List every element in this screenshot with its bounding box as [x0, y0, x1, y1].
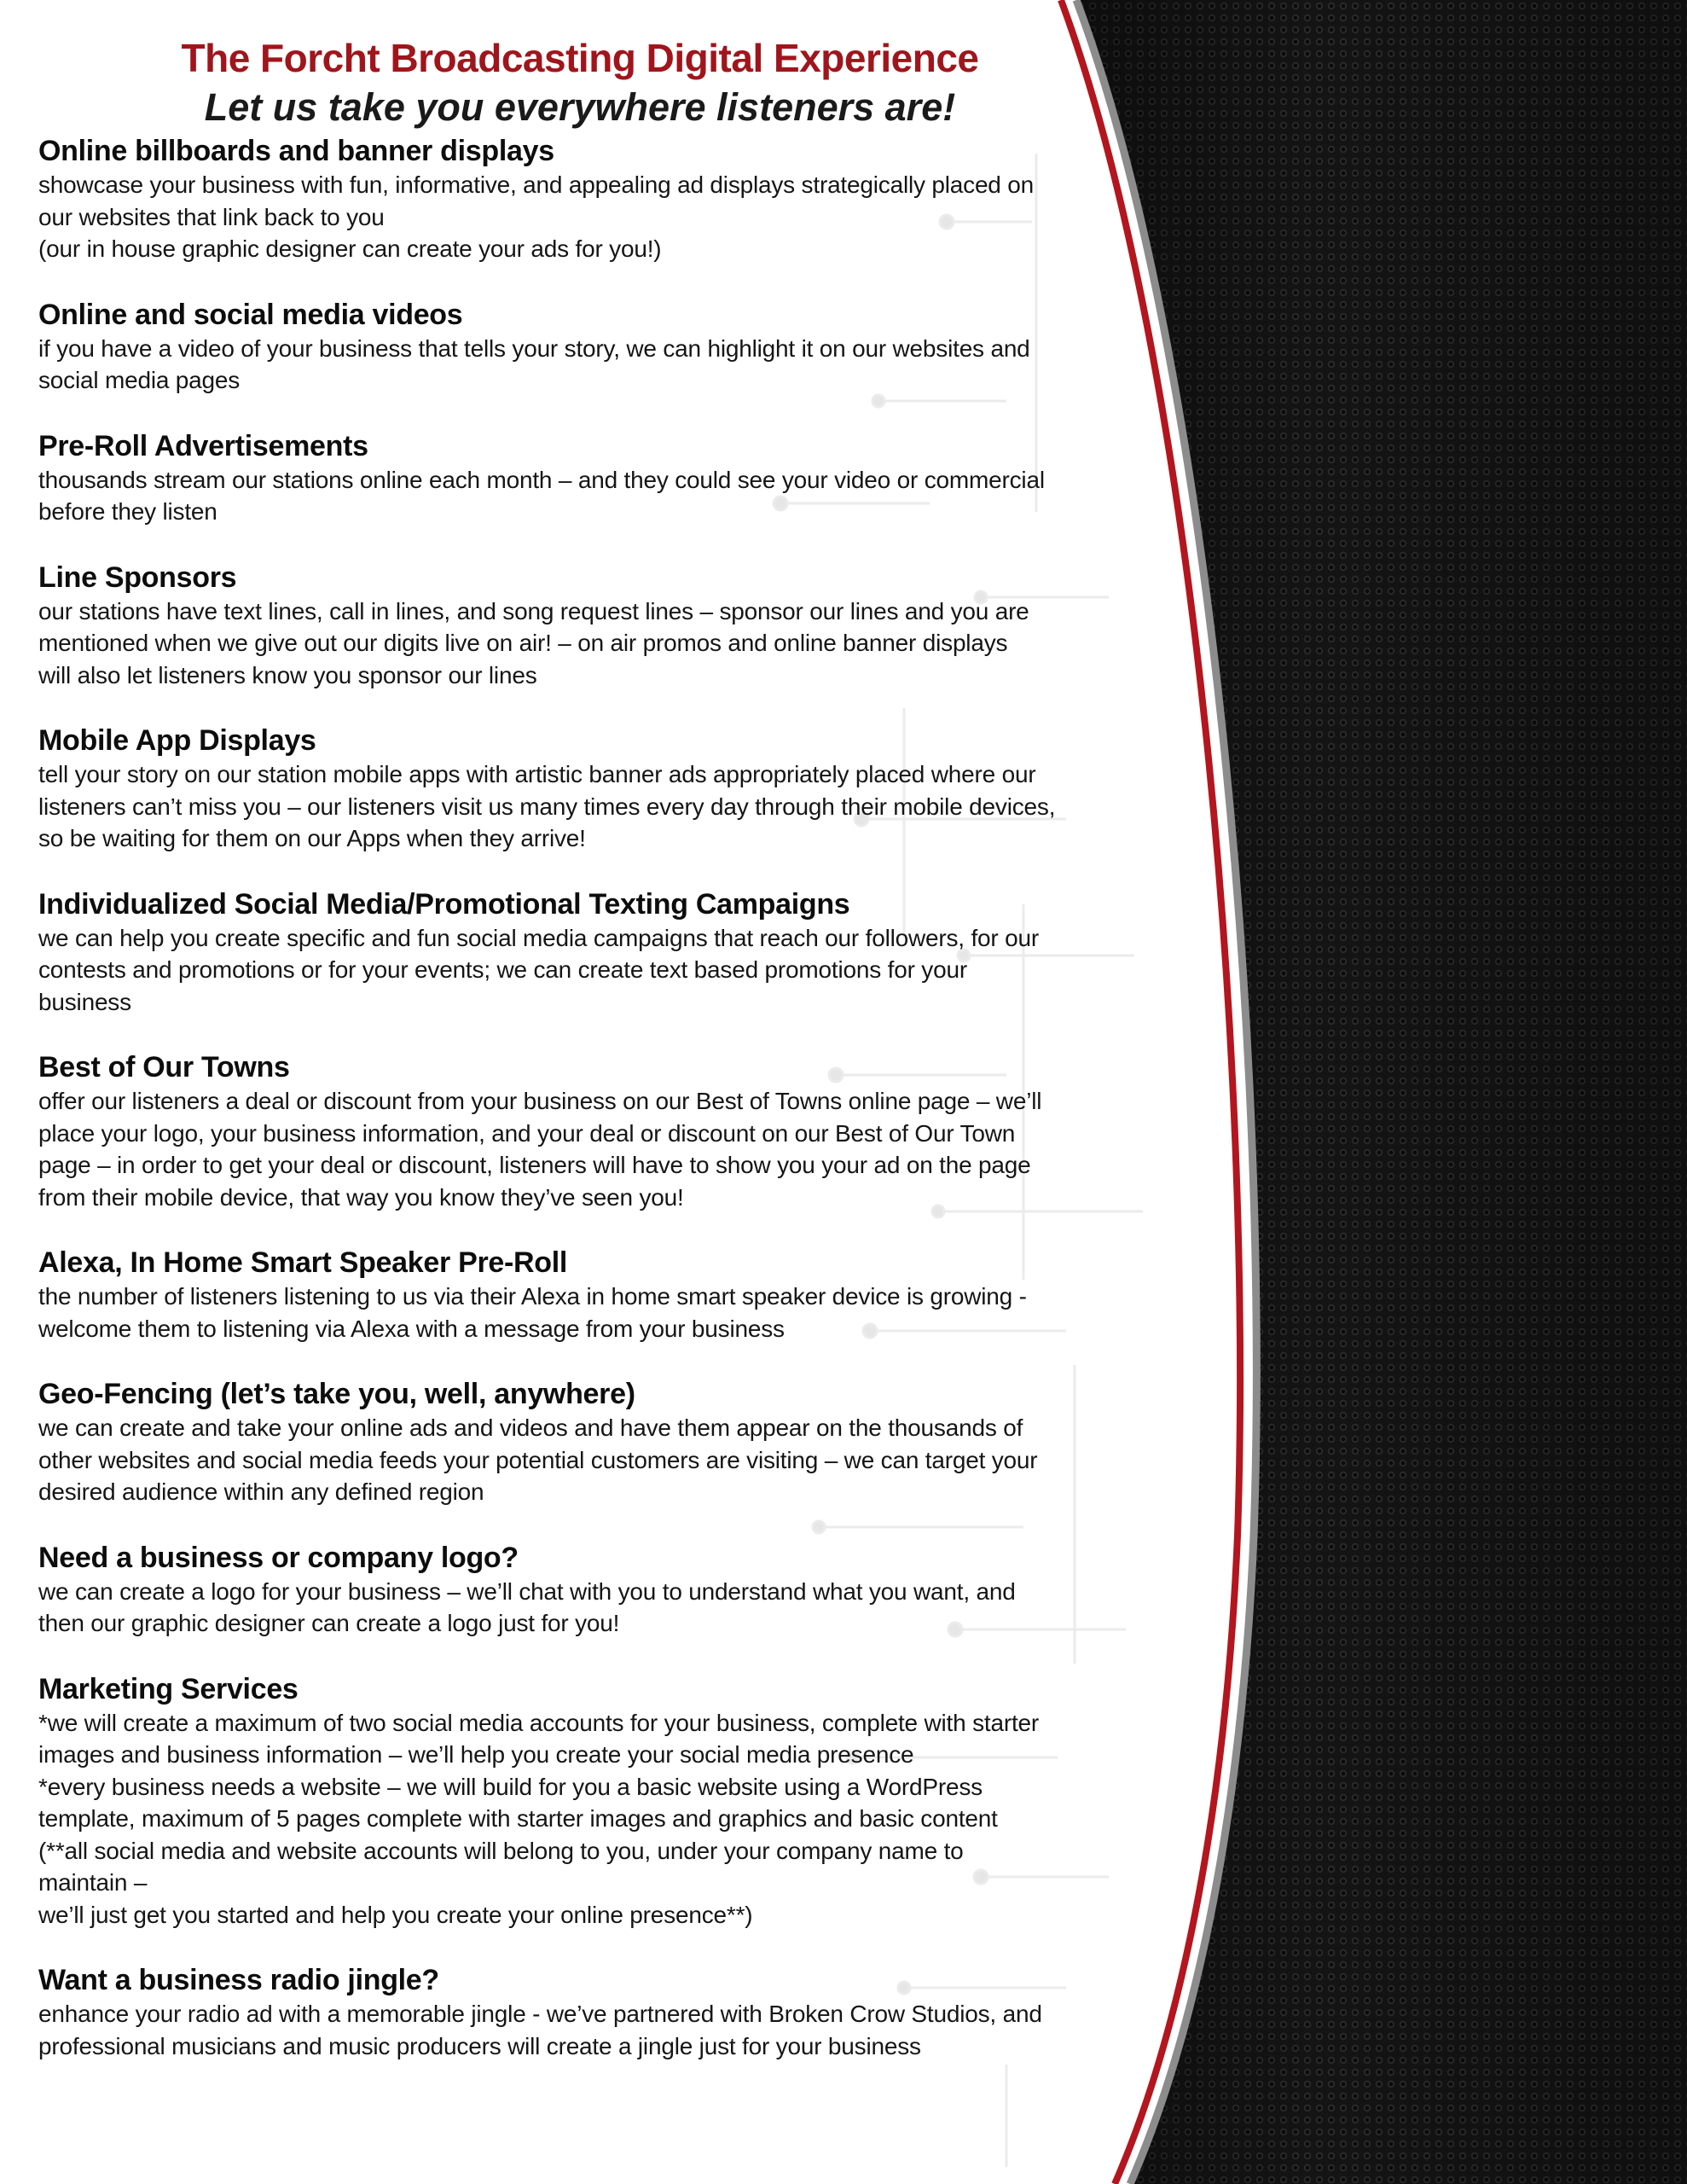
body-line: will also let listeners know you sponsor our lines — [38, 661, 537, 688]
body-line: business — [38, 988, 131, 1015]
section-radio-jingle — [38, 1962, 1139, 2062]
section-body — [38, 169, 1139, 265]
body-line: we’ll just get you started and help you create your online presence**) — [38, 1901, 753, 1928]
body-line: professional musicians and music producers will create a jingle just for your business — [38, 2032, 921, 2059]
body-line: contests and promotions or for your events; we can create text based promotions for your — [38, 956, 967, 983]
body-line: offer our listeners a deal or discount from your business on our Best of Towns online page – we’ll — [38, 1088, 1042, 1114]
body-line: listeners can’t miss you – our listeners visit us many times every day through their mobile devices, — [38, 793, 1056, 820]
body-line: desired audience within any defined region — [38, 1478, 484, 1505]
section-body — [38, 333, 1139, 397]
section-body — [38, 1707, 1139, 1931]
section-body — [38, 595, 1139, 692]
body-line: enhance your radio ad with a memorable jingle - we’ve partnered with Broken Crow Studios, and — [38, 2001, 1042, 2027]
body-line: images and business information – we’ll help you create your social media presence — [38, 1741, 914, 1768]
body-line: before they listen — [38, 498, 217, 525]
section-body — [38, 1998, 1139, 2062]
body-line: so be waiting for them on our Apps when they arrive! — [38, 825, 586, 851]
section-social-texting-campaigns — [38, 886, 1139, 1019]
section-body — [38, 464, 1139, 528]
body-line: social media pages — [38, 367, 241, 393]
body-line: the number of listeners listening to us via their Alexa in home smart speaker device is growing - — [38, 1283, 1027, 1310]
body-line: we can help you create specific and fun social media campaigns that reach our followers, for our — [38, 924, 1039, 951]
section-business-logo — [38, 1540, 1139, 1640]
body-line: *every business needs a website – we will build for you a basic website using a WordPress — [38, 1773, 983, 1800]
section-heading: Geo-Fencing (let’s take you, well, anywhere) — [38, 1378, 635, 1410]
section-social-media-videos — [38, 297, 1139, 397]
section-mobile-app-displays — [38, 723, 1139, 855]
body-line: *we will create a maximum of two social media accounts for your business, complete with starter — [38, 1709, 1040, 1736]
section-heading: Need a business or company logo? — [38, 1541, 519, 1574]
section-online-billboards — [38, 133, 1139, 265]
section-geo-fencing — [38, 1376, 1139, 1508]
page-subtitle: Let us take you everywhere listeners are! — [204, 85, 956, 129]
section-body — [38, 1281, 1139, 1345]
document-content — [38, 32, 1139, 2094]
section-heading: Best of Our Towns — [38, 1051, 290, 1083]
body-line: our stations have text lines, call in lines, and song request lines – sponsor our lines and you are — [38, 597, 1029, 624]
section-alexa-pre-roll — [38, 1245, 1139, 1345]
body-line: welcome them to listening via Alexa with a message from your business — [38, 1315, 785, 1342]
section-best-of-our-towns — [38, 1049, 1139, 1213]
section-body — [38, 1576, 1139, 1640]
section-heading: Online and social media videos — [38, 298, 463, 331]
body-line: maintain – — [38, 1869, 148, 1896]
section-body — [38, 758, 1139, 855]
section-marketing-services — [38, 1671, 1139, 1931]
section-heading: Line Sponsors — [38, 561, 237, 594]
body-line: showcase your business with fun, informative, and appealing ad displays strategically placed on — [38, 171, 1035, 198]
body-line: if you have a video of your business that tells your story, we can highlight it on our websites and — [38, 334, 1030, 362]
section-pre-roll — [38, 428, 1139, 528]
section-heading: Want a business radio jingle? — [38, 1964, 439, 1996]
body-line: thousands stream our stations online each month – and they could see your video or commercial — [38, 466, 1045, 493]
body-line: template, maximum of 5 pages complete with starter images and graphics and basic content — [38, 1805, 998, 1832]
body-line: place your logo, your business information, and your deal or discount on our Best of Our Town — [38, 1119, 1016, 1147]
body-line: from their mobile device, that way you know they’ve seen you! — [38, 1183, 684, 1211]
section-heading: Mobile App Displays — [38, 724, 316, 757]
body-line: other websites and social media feeds your potential customers are visiting – we can target your — [38, 1446, 1038, 1473]
body-line: mentioned when we give out our digits live on air! – on air promos and online banner displays — [38, 630, 1008, 656]
section-heading: Marketing Services — [38, 1672, 299, 1705]
section-line-sponsors — [38, 560, 1139, 692]
section-body — [38, 1412, 1139, 1508]
section-heading: Individualized Social Media/Promotional Texting Campaigns — [38, 887, 850, 921]
body-line: (our in house graphic designer can create your ads for you!) — [38, 235, 662, 262]
body-line: then our graphic designer can create a logo just for you! — [38, 1610, 620, 1636]
section-body — [38, 922, 1139, 1019]
body-line: we can create and take your online ads and videos and have them appear on the thousands of — [38, 1414, 1023, 1441]
body-line: our websites that link back to you — [38, 203, 385, 230]
body-line: we can create a logo for your business – we’ll chat with you to understand what you want, and — [38, 1577, 1016, 1605]
body-line: tell your story on our station mobile apps with artistic banner ads appropriately placed where our — [38, 761, 1036, 787]
section-heading: Alexa, In Home Smart Speaker Pre-Roll — [38, 1246, 568, 1279]
body-line: (**all social media and website accounts will belong to you, under your company name to — [38, 1837, 964, 1864]
section-heading: Online billboards and banner displays — [38, 135, 554, 167]
section-body — [38, 1085, 1139, 1213]
section-heading: Pre-Roll Advertisements — [38, 429, 368, 462]
body-line: page – in order to get your deal or discount, listeners will have to show you your ad on the page — [38, 1152, 1031, 1178]
page-title: The Forcht Broadcasting Digital Experience — [181, 36, 979, 80]
